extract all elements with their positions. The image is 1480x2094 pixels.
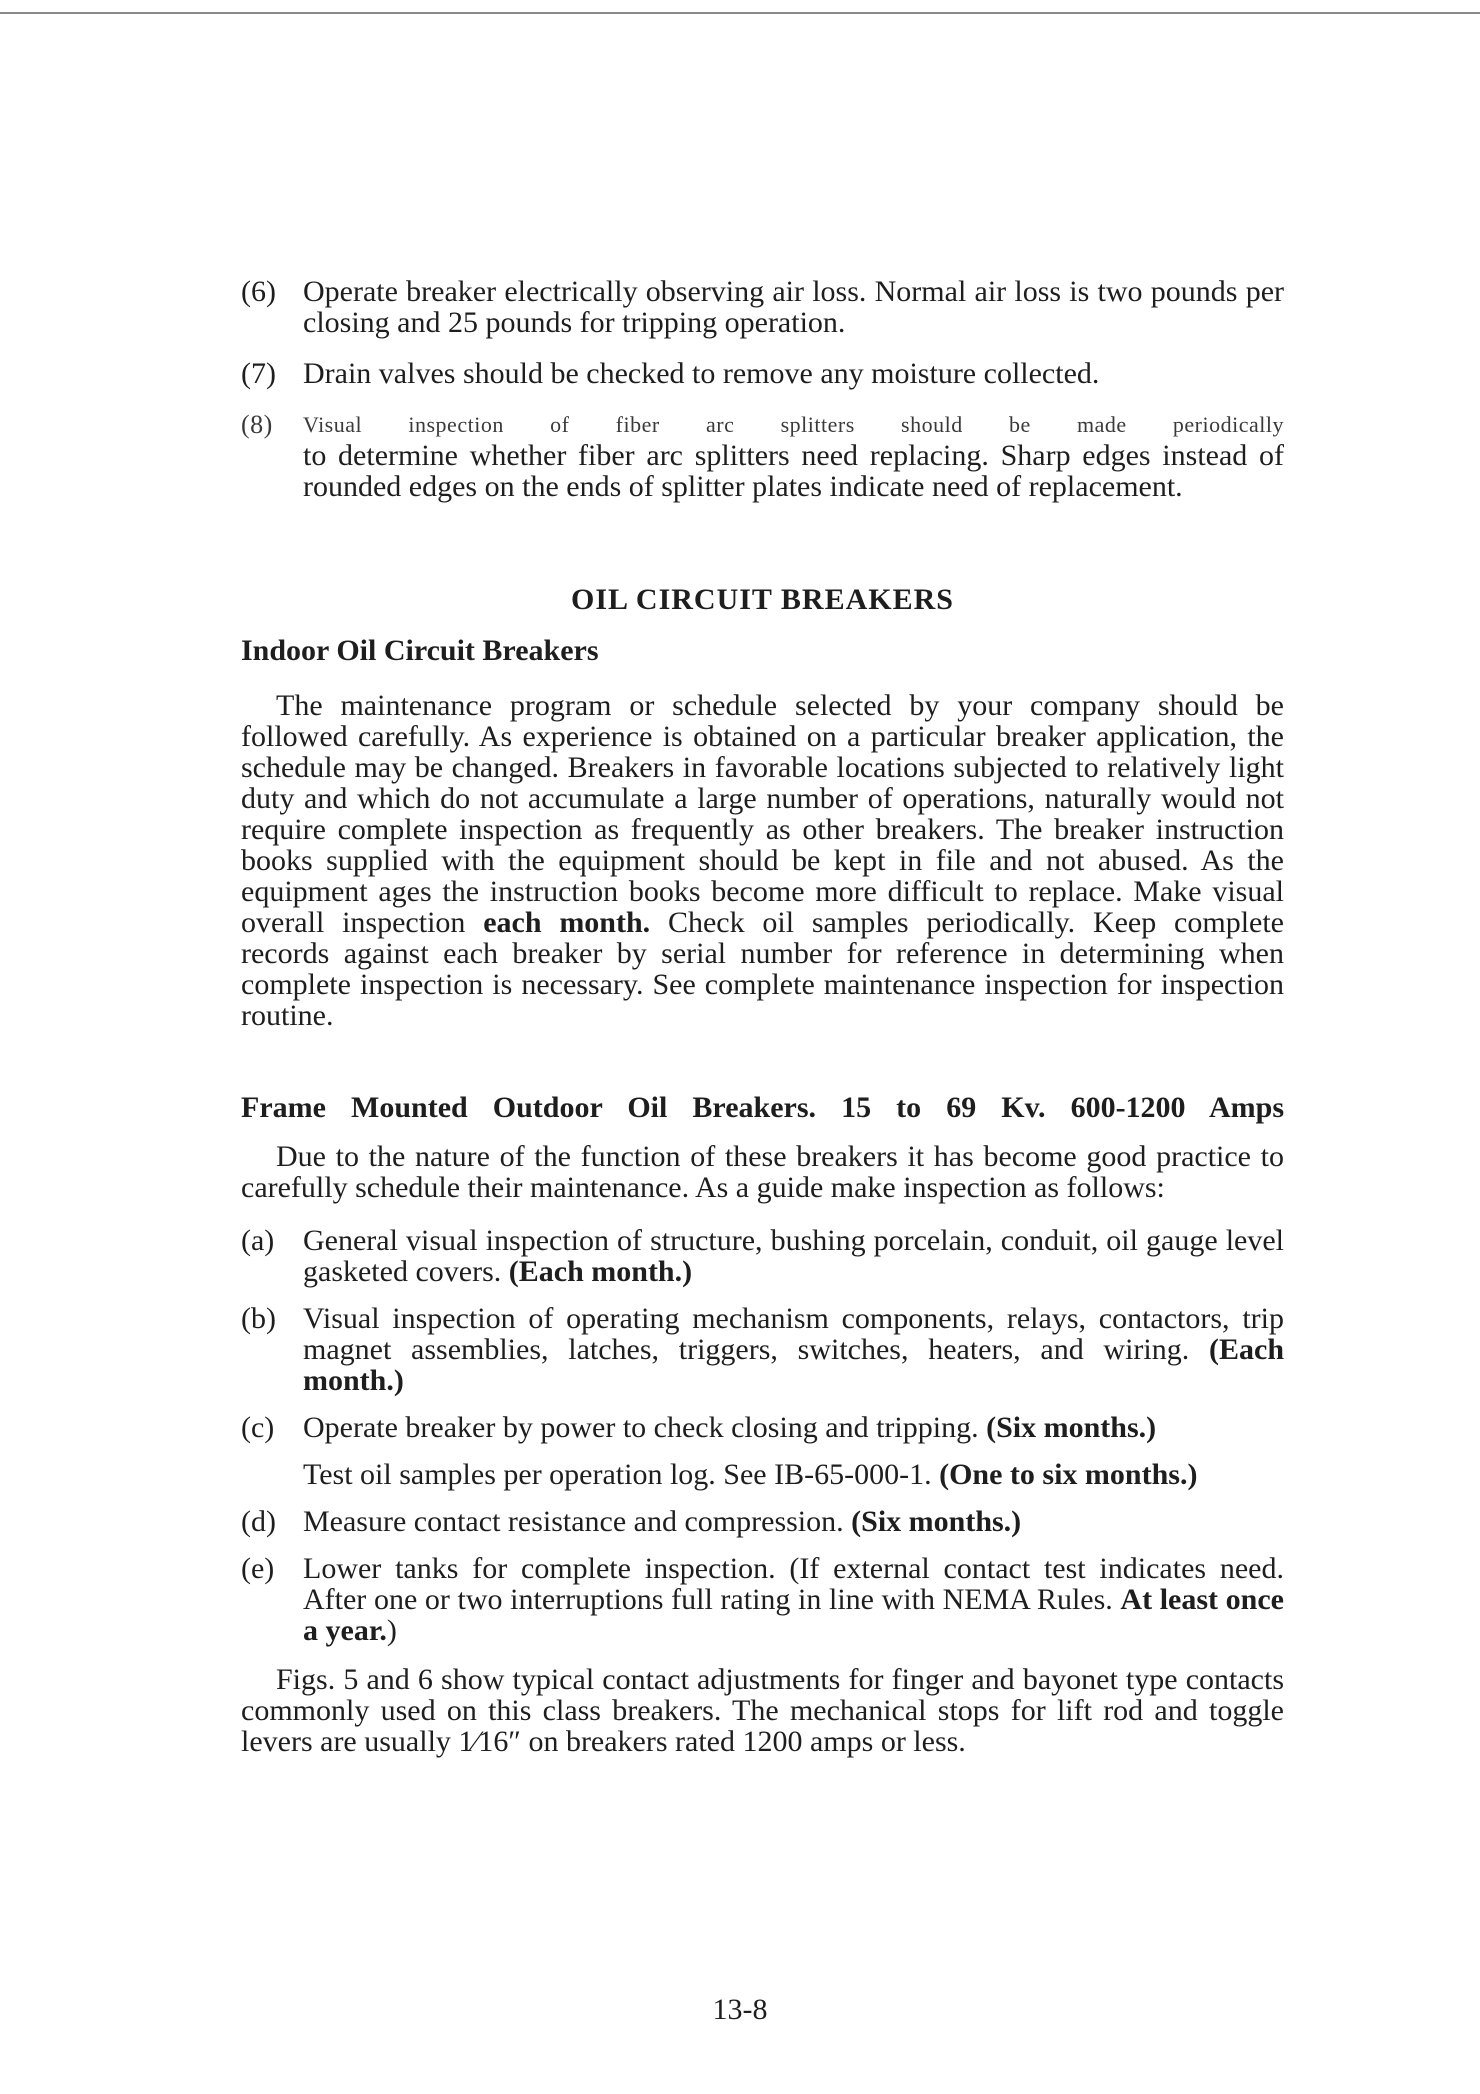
item-number: (a) — [241, 1224, 275, 1257]
indoor-paragraph — [241, 690, 1284, 1031]
faded-first-line: Visual inspection of fiber arc splitters should be made periodically — [303, 412, 1284, 437]
item-frequency: (One to six months.) — [939, 1458, 1198, 1491]
indoor-bold: each month. — [483, 906, 651, 939]
item-body: Operate breaker by power to check closing and tripping. — [303, 1411, 987, 1444]
list-item-c — [241, 1412, 1284, 1443]
item-body: Visual inspection of operating mechanism components, relays, contactors, trip magnet assemblies, latches, triggers, switches, heaters, and wiring. — [303, 1302, 1284, 1366]
item-frequency: (Six months.) — [986, 1411, 1157, 1444]
figs-text-a: Figs. 5 and 6 show typical contact adjustments for finger and bayonet type contacts commonly used on this class breakers. The mechanical stops for lift rod and toggle levers are usually — [241, 1663, 1284, 1758]
item-text — [303, 1412, 1284, 1443]
fraction: 1⁄16″ — [458, 1725, 521, 1758]
item-text — [303, 1225, 1284, 1287]
list-item-8 — [241, 409, 1284, 502]
item-text-rest: to determine whether fiber arc splitters need replacing. Sharp edges instead of rounded edges on the ends of splitter plates indicate need of replacement. — [303, 439, 1284, 503]
list-item-7 — [241, 358, 1284, 389]
item-text — [303, 1553, 1284, 1646]
item-frequency: (Each month.) — [508, 1255, 693, 1288]
item-frequency: (Six months.) — [851, 1505, 1022, 1538]
item-frequency: At least once a year. — [303, 1583, 1284, 1647]
item-text: Operate breaker electrically observing air loss. Normal air loss is two pounds per closing and 25 pounds for tripping operation. — [303, 275, 1284, 339]
indoor-heading: Indoor Oil Circuit Breakers — [241, 634, 599, 667]
item-text — [303, 409, 1284, 502]
item-number: (7) — [241, 357, 276, 390]
figs-text-b: on breakers rated 1200 amps or less. — [520, 1725, 966, 1758]
item-frequency: (Each month.) — [303, 1333, 1284, 1397]
item-body: Measure contact resistance and compression. — [303, 1505, 852, 1538]
indoor-text-a: The maintenance program or schedule selected by your company should be followed carefully. As experience is obtained on a particular breaker application, the schedule may be changed. Breakers in favorable locations subjected to relatively light duty and which do not accumulate a large number of operations, naturally would not require complete inspection as frequently as other breakers. The breaker instruction books supplied with the equipment should be kept in file and not abused. As the equipment ages the instruction books become more difficult to replace. Make visual overall inspection — [241, 689, 1284, 939]
item-body: Lower tanks for complete inspection. (If external contact test indicates need. After one or two interruptions full rating in line with NEMA Rules. — [303, 1552, 1284, 1616]
item-number: (b) — [241, 1302, 276, 1335]
item-number: (8) — [241, 410, 273, 439]
list-item-b — [241, 1303, 1284, 1396]
page-number: 13-8 — [712, 1993, 768, 2026]
page-body — [241, 276, 1284, 1757]
item-body: Test oil samples per operation log. See IB-65-000-1. — [303, 1458, 940, 1491]
section-title: OIL CIRCUIT BREAKERS — [571, 583, 954, 616]
item-tail: ) — [386, 1614, 397, 1647]
item-number: (6) — [241, 275, 276, 308]
indoor-text-b: Check oil samples periodically. Keep complete records against each breaker by serial number for reference in determining when complete inspection is necessary. See complete maintenance inspection for inspection routine. — [241, 906, 1284, 1032]
figs-paragraph — [241, 1664, 1284, 1757]
frame-heading: Frame Mounted Outdoor Oil Breakers. 15 to 69 Kv. 600-1200 Amps — [241, 1091, 1284, 1124]
item-number: (c) — [241, 1411, 275, 1444]
item-body: General visual inspection of structure, bushing porcelain, conduit, oil gauge level gasketed covers. — [303, 1224, 1284, 1288]
item-text: Drain valves should be checked to remove any moisture collected. — [303, 357, 1100, 390]
list-item-6 — [241, 276, 1284, 338]
item-c-continuation — [241, 1459, 1284, 1490]
item-text — [303, 1506, 1284, 1537]
top-edge-rule — [0, 12, 1480, 14]
frame-intro: Due to the nature of the function of these breakers it has become good practice to carefully schedule their maintenance. As a guide make inspection as follows: — [241, 1140, 1284, 1204]
list-item-d — [241, 1506, 1284, 1537]
item-number: (e) — [241, 1552, 275, 1585]
list-item-a — [241, 1225, 1284, 1287]
list-item-e — [241, 1553, 1284, 1646]
item-text — [303, 1303, 1284, 1396]
item-number: (d) — [241, 1505, 276, 1538]
